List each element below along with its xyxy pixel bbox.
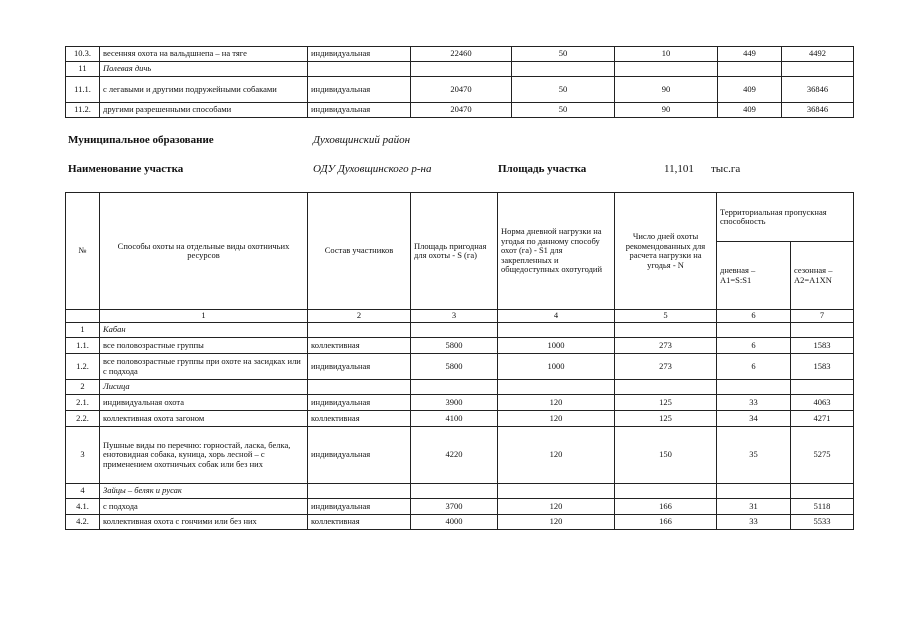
days-value: 125 [615,395,717,411]
table-row [66,338,854,354]
plot-name-label: Наименование участка [68,163,184,175]
plot-area-unit: тыс.га [711,163,741,175]
norm-value: 1000 [498,338,615,354]
daily-capacity: 449 [718,47,782,62]
header-seasonal: сезонная – A2=A1XN [791,242,854,310]
row-number: 2 [66,380,100,395]
days-value: 90 [615,103,718,118]
area-value: 4100 [411,411,498,427]
participants: индивидуальная [308,77,411,103]
daily-capacity: 6 [717,338,791,354]
hunting-method: весенняя охота на вальдшнепа – на тяге [100,47,308,62]
hunting-method: другими разрешенными способами [100,103,308,118]
plot-name-value: ОДУ Духовщинского р-на [313,163,432,175]
row-number: 2.2. [66,411,100,427]
table-header [66,193,854,242]
daily-capacity: 33 [717,395,791,411]
seasonal-capacity: 1583 [791,354,854,380]
days-value: 150 [615,427,717,484]
days-value: 125 [615,411,717,427]
seasonal-capacity: 5275 [791,427,854,484]
hunting-method: все половозрастные группы при охоте на засидках или с подхода [100,354,308,380]
hunting-capacity-table [65,192,854,530]
row-number: 4.2. [66,515,100,530]
norm-value: 120 [498,411,615,427]
column-number: 4 [498,310,615,323]
game-group-title: Кабан [100,323,308,338]
row-number: 4.1. [66,499,100,515]
header-area: Площадь пригодная для охоты - S (га) [411,193,498,310]
daily-capacity: 31 [717,499,791,515]
municipality-value: Духовщинский район [313,134,411,146]
group-row [66,484,854,499]
daily-capacity: 33 [717,515,791,530]
seasonal-capacity: 1583 [791,338,854,354]
daily-capacity: 6 [717,354,791,380]
norm-value: 120 [498,499,615,515]
hunting-method: с подхода [100,499,308,515]
header-number: № [66,193,100,310]
hunting-method: с легавыми и другими подружейными собаками [100,77,308,103]
area-value: 4220 [411,427,498,484]
area-value: 3900 [411,395,498,411]
header-norm: Норма дневной нагрузки на угодья по данному способу охот (га) - S1 для закрепленных и общедоступных охотугодий [498,193,615,310]
game-group-title: Полевая дичь [100,62,308,77]
table-row [66,47,854,62]
norm-value: 120 [498,515,615,530]
plot-area-label: Площадь участка [498,163,587,175]
participants: индивидуальная [308,103,411,118]
column-number: 2 [308,310,411,323]
seasonal-capacity: 5118 [791,499,854,515]
participants: индивидуальная [308,427,411,484]
header-days: Число дней охоты рекомендованных для расчета нагрузки на угодья - N [615,193,717,310]
hunting-method: коллективная охота загоном [100,411,308,427]
participants: индивидуальная [308,395,411,411]
row-number: 1 [66,323,100,338]
norm-value: 50 [512,77,615,103]
seasonal-capacity: 5533 [791,515,854,530]
seasonal-capacity: 4271 [791,411,854,427]
days-value: 90 [615,77,718,103]
area-value: 22460 [411,47,512,62]
norm-value: 50 [512,103,615,118]
participants: индивидуальная [308,354,411,380]
norm-value: 50 [512,47,615,62]
participants: коллективная [308,338,411,354]
column-number: 6 [717,310,791,323]
area-value: 3700 [411,499,498,515]
days-value: 166 [615,499,717,515]
participants: коллективная [308,515,411,530]
group-row [66,380,854,395]
table-row [66,411,854,427]
participants: коллективная [308,411,411,427]
column-number: 3 [411,310,498,323]
hunting-method: все половозрастные группы [100,338,308,354]
plot-area-value: 11,101 [664,163,694,175]
column-number: 5 [615,310,717,323]
daily-capacity: 34 [717,411,791,427]
row-number: 10.3. [66,47,100,62]
area-value: 5800 [411,354,498,380]
norm-value: 1000 [498,354,615,380]
row-number: 3 [66,427,100,484]
header-method: Способы охоты на отдельные виды охотничьих ресурсов [100,193,308,310]
days-value: 166 [615,515,717,530]
hunting-method: Пушные виды по перечню: горностай, ласка, белка, енотовидная собака, куница, хорь лесной – с применением охотничьих собак или без них [100,427,308,484]
row-number: 2.1. [66,395,100,411]
daily-capacity: 35 [717,427,791,484]
seasonal-capacity: 36846 [782,77,854,103]
norm-value: 120 [498,395,615,411]
hunting-method: коллективная охота с гончими или без них [100,515,308,530]
area-value: 4000 [411,515,498,530]
row-number: 4 [66,484,100,499]
row-number: 11.2. [66,103,100,118]
table-row [66,354,854,380]
seasonal-capacity: 36846 [782,103,854,118]
norm-value: 120 [498,427,615,484]
header-daily: дневная – A1=S:S1 [717,242,791,310]
header-participants: Состав участников [308,193,411,310]
header-capacity: Территориальная пропускная способность [717,193,854,242]
seasonal-capacity: 4063 [791,395,854,411]
game-group-title: Лисица [100,380,308,395]
previous-quota-table [65,46,854,118]
daily-capacity: 409 [718,103,782,118]
days-value: 273 [615,338,717,354]
row-number: 1.1. [66,338,100,354]
days-value: 273 [615,354,717,380]
municipality-label: Муниципальное образование [68,134,214,146]
table-row [66,103,854,118]
row-number: 1.2. [66,354,100,380]
column-numbers-row [66,310,854,323]
days-value: 10 [615,47,718,62]
area-value: 5800 [411,338,498,354]
table-row [66,77,854,103]
row-number: 11 [66,62,100,77]
daily-capacity: 409 [718,77,782,103]
area-value: 20470 [411,77,512,103]
column-number: 1 [100,310,308,323]
seasonal-capacity: 4492 [782,47,854,62]
table-row [66,515,854,530]
table-row [66,395,854,411]
hunting-method: индивидуальная охота [100,395,308,411]
game-group-title: Зайцы – беляк и русак [100,484,308,499]
participants: индивидуальная [308,499,411,515]
column-number: 7 [791,310,854,323]
table-row [66,499,854,515]
row-number: 11.1. [66,77,100,103]
group-row [66,62,854,77]
table-row [66,427,854,484]
group-row [66,323,854,338]
participants: индивидуальная [308,47,411,62]
area-value: 20470 [411,103,512,118]
